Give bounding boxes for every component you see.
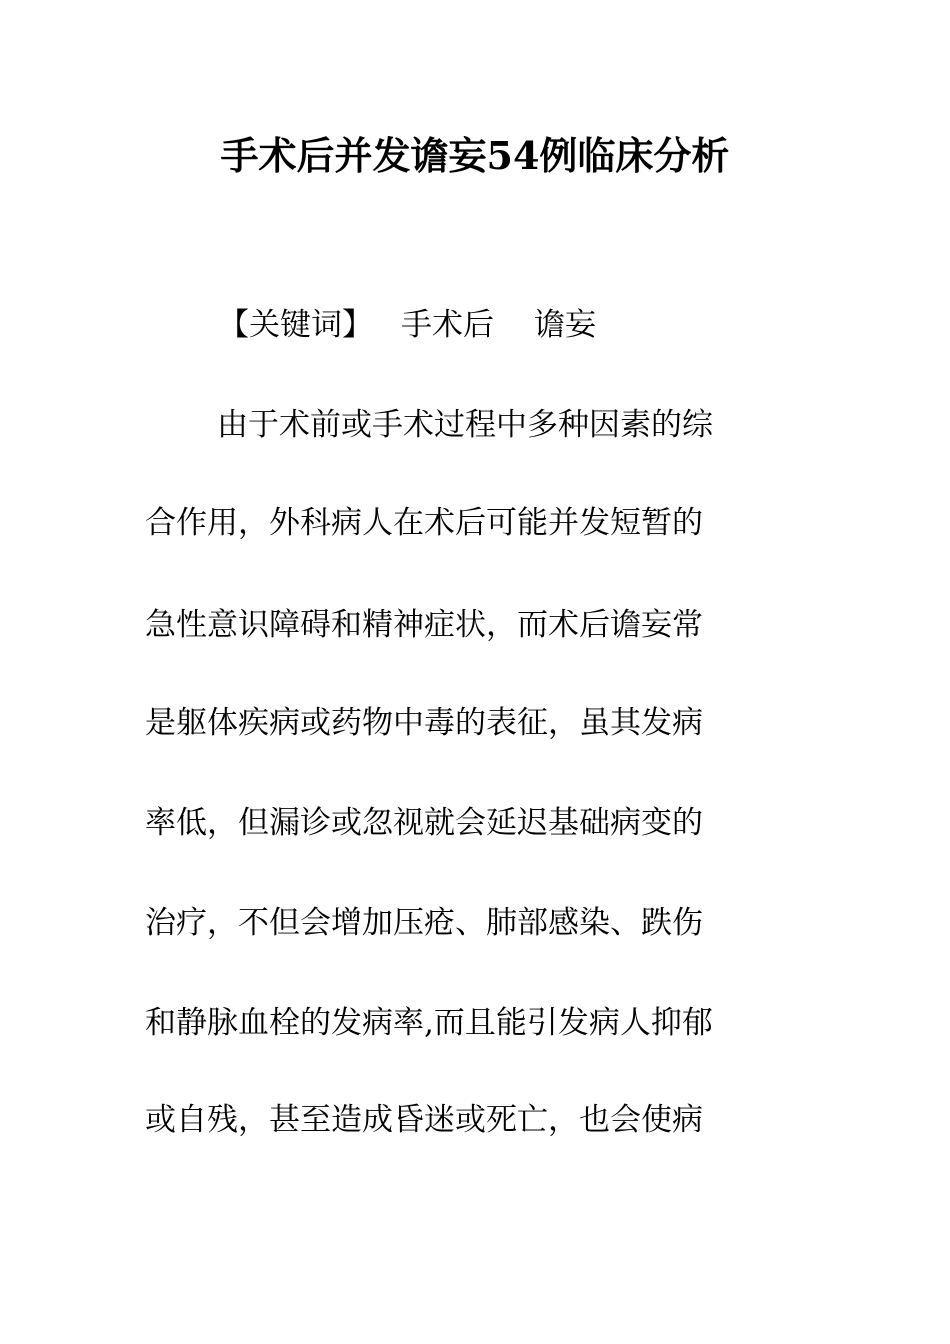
- paragraph-line: 合作用，外科病人在术后可能并发短暂的: [145, 505, 703, 541]
- paragraph-line: 率低，但漏诊或忽视就会延迟基础病变的: [145, 805, 703, 841]
- paragraph-line: 治疗，不但会增加压疮、肺部感染、跌伤: [145, 905, 703, 941]
- paragraph-line: 由于术前或手术过程中多种因素的综: [217, 407, 713, 443]
- paragraph-line: 急性意识障碍和精神症状，而术后谵妄常: [145, 607, 703, 643]
- keyword-term: 手术后: [401, 307, 494, 343]
- paragraph-line: 或自残，甚至造成昏迷或死亡，也会使病: [145, 1102, 703, 1138]
- paragraph-line: 是躯体疾病或药物中毒的表征，虽其发病: [145, 705, 703, 741]
- paragraph-line: 和静脉血栓的发病率,而且能引发病人抑郁: [145, 1005, 713, 1041]
- document-title: 手术后并发谵妄54例临床分析: [220, 133, 730, 178]
- keywords-line: [218, 302, 596, 348]
- keyword-term: 谵妄: [534, 307, 596, 343]
- keywords-label: 【关键词】: [218, 307, 373, 343]
